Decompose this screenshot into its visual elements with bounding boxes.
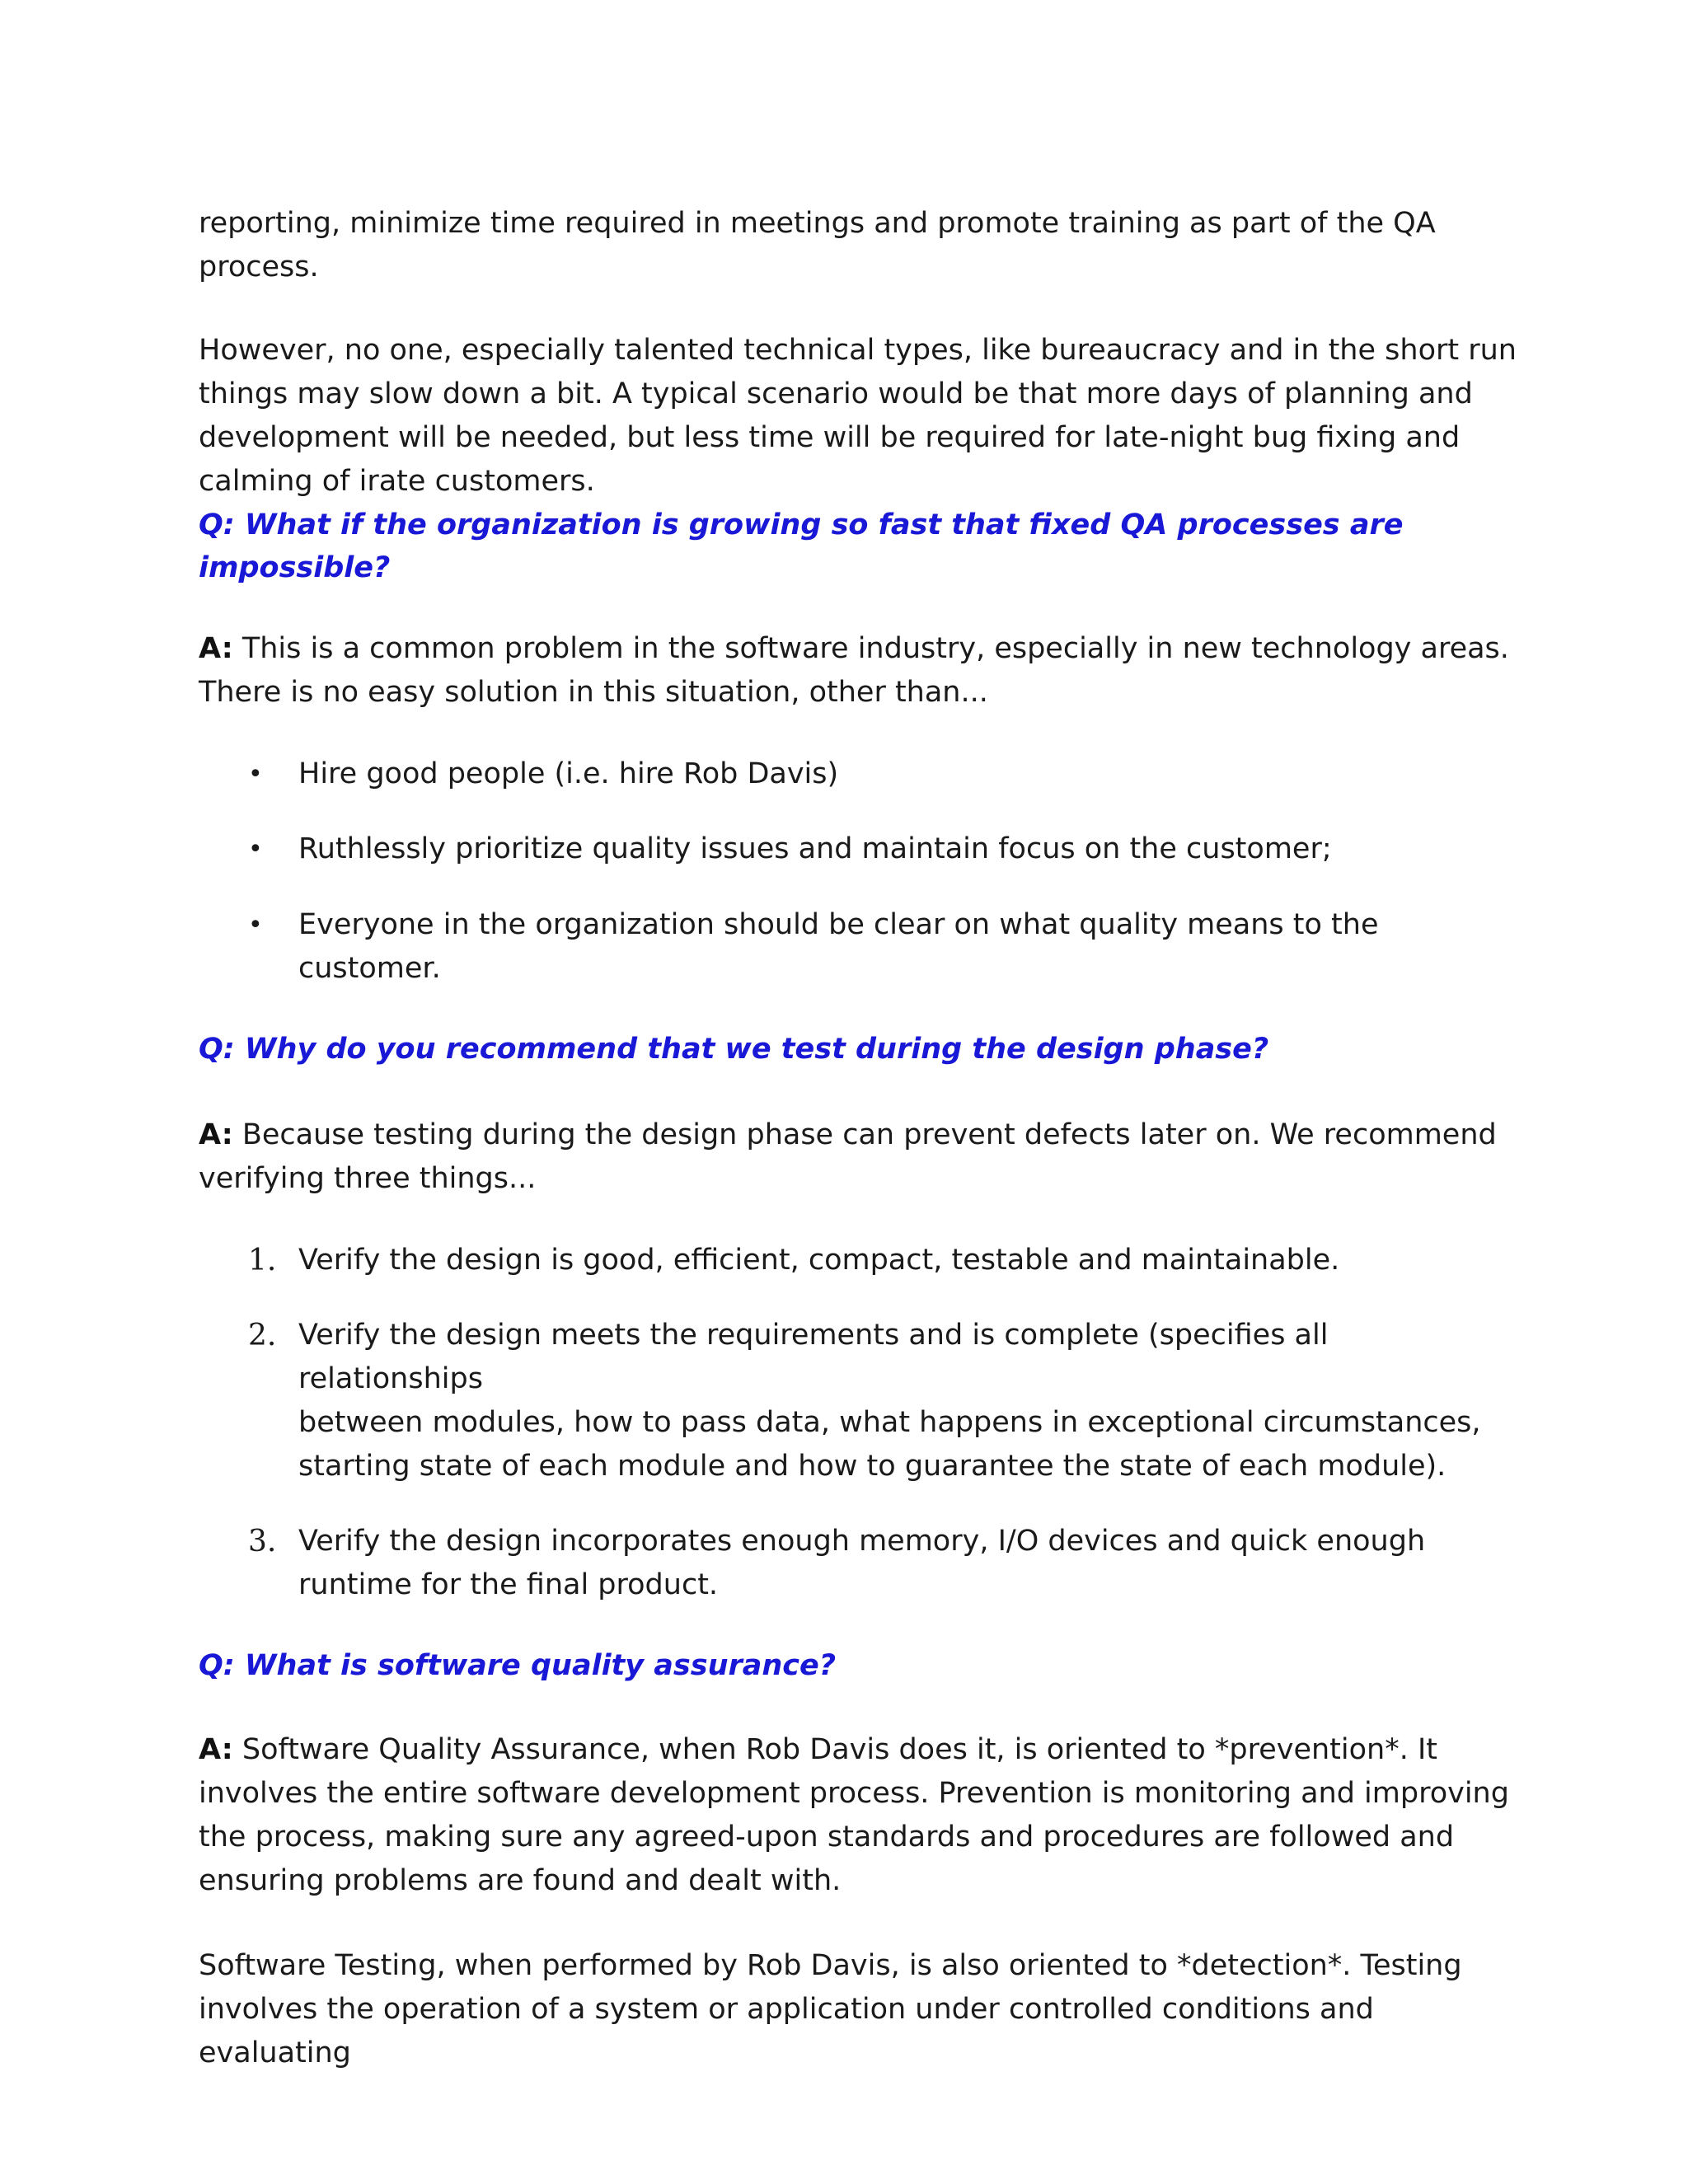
intro-paragraph xyxy=(199,202,1517,289)
list-item-text: runtime for the final product. xyxy=(298,1568,719,1601)
text-line: things may slow down a bit. A typical scenario would be that more days of planning and xyxy=(199,377,1473,410)
text-line: development will be needed, but less time will be required for late-night bug fixing and xyxy=(199,421,1461,454)
list-item-text: Hire good people (i.e. hire Rob Davis) xyxy=(298,757,839,790)
answer-label: A: xyxy=(199,1733,233,1766)
text-line: ensuring problems are found and dealt with. xyxy=(199,1864,842,1897)
bullet-icon: • xyxy=(248,835,263,864)
document-body xyxy=(199,202,1517,2075)
list-item xyxy=(199,827,1517,871)
text-line: However, no one, especially talented technical types, like bureaucracy and in the short run xyxy=(199,334,1517,367)
question-heading-growing-org xyxy=(199,504,1517,589)
text-line: This is a common problem in the software industry, especially in new technology areas. xyxy=(232,632,1509,665)
list-item-text: starting state of each module and how to guarantee the state of each module). xyxy=(298,1450,1447,1483)
answer-label: A: xyxy=(199,632,233,665)
text-line: reporting, minimize time required in meetings and promote training as part of the QA xyxy=(199,207,1436,240)
text-line: calming of irate customers. xyxy=(199,465,595,498)
list-item xyxy=(199,752,1517,796)
testing-paragraph xyxy=(199,1944,1517,2075)
text-line: Software Quality Assurance, when Rob Davis does it, is oriented to *prevention*. It xyxy=(232,1733,1438,1766)
text-line: Q: What is software quality assurance? xyxy=(199,1649,837,1682)
list-number: 1. xyxy=(248,1244,277,1277)
list-item xyxy=(199,903,1517,991)
question-heading-design-phase xyxy=(199,1028,1517,1071)
text-line: the process, making sure any agreed-upon standards and procedures are followed and xyxy=(199,1821,1455,1854)
answer-paragraph xyxy=(199,627,1517,715)
bullet-icon: • xyxy=(248,911,263,940)
answer-paragraph xyxy=(199,1113,1517,1201)
text-line: involves the operation of a system or application under controlled conditions and evaluating xyxy=(199,1993,1374,2069)
list-item-text: between modules, how to pass data, what happens in exceptional circumstances, xyxy=(298,1406,1481,1439)
verification-numbered-list xyxy=(199,1239,1517,1607)
text-line: involves the entire software development process. Prevention is monitoring and improving xyxy=(199,1777,1509,1810)
list-item xyxy=(199,1314,1517,1488)
question-heading-sqa xyxy=(199,1644,1517,1687)
list-item xyxy=(199,1520,1517,1607)
list-item-text: Ruthlessly prioritize quality issues and maintain focus on the customer; xyxy=(298,832,1332,865)
however-paragraph xyxy=(199,329,1517,504)
list-item xyxy=(199,1239,1517,1282)
text-line: Q: What if the organization is growing so fast that fixed QA processes are xyxy=(199,509,1404,541)
solutions-bullet-list xyxy=(199,752,1517,991)
text-line: Software Testing, when performed by Rob Davis, is also oriented to *detection*. Testing xyxy=(199,1949,1462,1982)
text-line: process. xyxy=(199,251,319,284)
answer-paragraph xyxy=(199,1728,1517,1903)
answer-label: A: xyxy=(199,1118,233,1151)
text-line: impossible? xyxy=(199,551,391,584)
list-item-text: Verify the design meets the requirements and is complete (specifies all relationships xyxy=(298,1319,1329,1395)
list-item-text: Verify the design incorporates enough memory, I/O devices and quick enough xyxy=(298,1525,1426,1558)
text-line: Q: Why do you recommend that we test during the design phase? xyxy=(199,1033,1269,1066)
bullet-icon: • xyxy=(248,760,263,789)
text-line: verifying three things... xyxy=(199,1162,537,1195)
list-item-text: Verify the design is good, efficient, compact, testable and maintainable. xyxy=(298,1244,1340,1277)
text-line: There is no easy solution in this situation, other than... xyxy=(199,676,988,709)
text-line: Because testing during the design phase can prevent defects later on. We recommend xyxy=(232,1118,1497,1151)
list-item-text: Everyone in the organization should be clear on what quality means to the customer. xyxy=(298,908,1379,985)
list-number: 2. xyxy=(248,1319,277,1352)
list-number: 3. xyxy=(248,1525,277,1558)
